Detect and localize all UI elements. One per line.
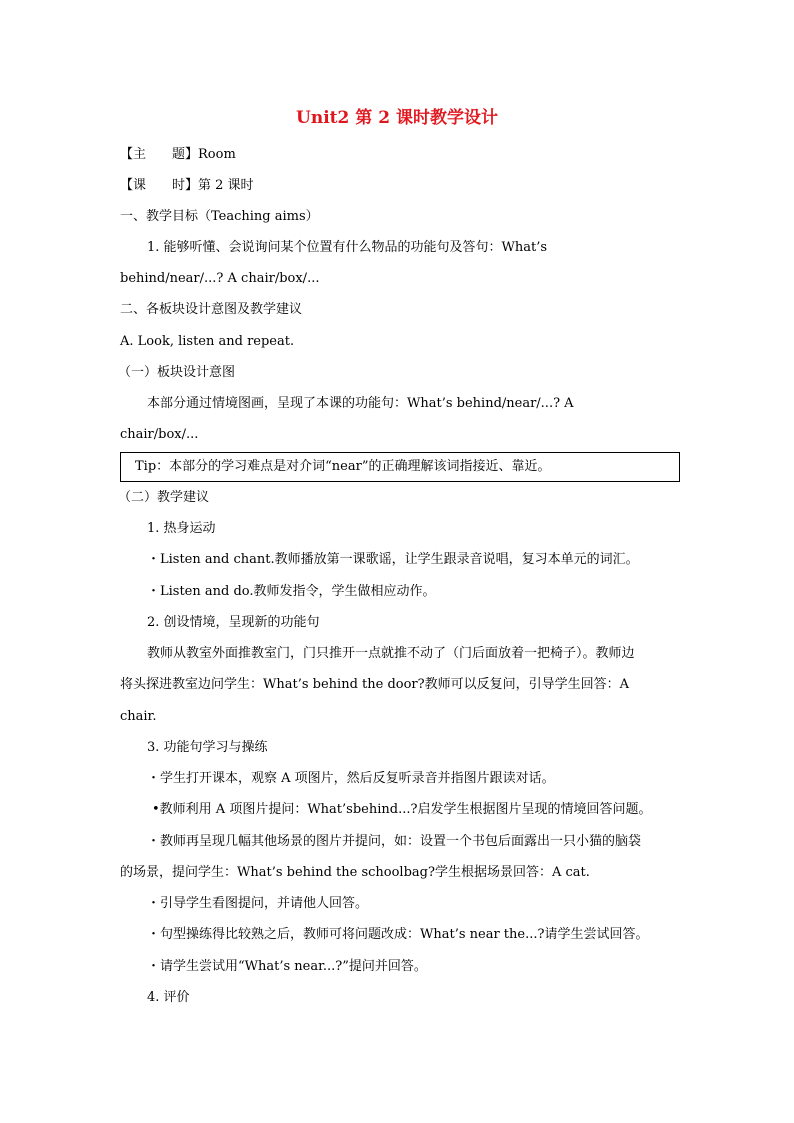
step1-bullet1: ・Listen and chant.教师播放第一课歌谣，让学生跟录音说唱，复习本单元的词汇。 xyxy=(147,552,639,567)
step3-heading: 3. 功能句学习与操练 xyxy=(147,740,268,755)
intent-line1: 本部分通过情境图画，呈现了本课的功能句：What’s behind/near/...? A xyxy=(147,396,574,411)
step4-heading: 4. 评价 xyxy=(147,990,190,1005)
sub1-heading: （一）板块设计意图 xyxy=(118,365,236,380)
step3-bullet6: ・请学生尝试用“What’s near...?”提问并回答。 xyxy=(147,959,427,974)
step3-bullet1: ・学生打开课本，观察 A 项图片，然后反复听录音并指图片跟读对话。 xyxy=(147,771,555,786)
section2-heading: 二、各板块设计意图及教学建议 xyxy=(120,302,303,317)
step2-para-line3: chair. xyxy=(120,709,157,724)
period-line: 【课 时】第 2 课时 xyxy=(120,178,254,193)
aim1-line1: 1. 能够听懂、会说询问某个位置有什么物品的功能句及答句：What’s xyxy=(147,240,548,255)
partA-heading: A. Look, listen and repeat. xyxy=(120,334,295,349)
section1-heading: 一、教学目标（Teaching aims） xyxy=(120,209,319,224)
step1-heading: 1. 热身运动 xyxy=(147,521,216,536)
intent-line2: chair/box/... xyxy=(120,427,199,442)
step2-para-line1: 教师从教室外面推教室门，门只推开一点就推不动了（门后面放着一把椅子）。教师边 xyxy=(147,646,635,661)
step1-bullet2: ・Listen and do.教师发指令，学生做相应动作。 xyxy=(147,584,436,599)
tip-box xyxy=(120,452,680,482)
document-title: Unit2 第 2 课时教学设计 xyxy=(296,108,498,128)
step2-heading: 2. 创设情境，呈现新的功能句 xyxy=(147,615,320,630)
topic-line: 【主 题】Room xyxy=(120,147,236,162)
step3-bullet3-line2: 的场景，提问学生：What’s behind the schoolbag?学生根据场景回答：A cat. xyxy=(120,865,590,880)
step3-bullet3-line1: ・教师再呈现几幅其他场景的图片并提问，如：设置一个书包后面露出一只小猫的脑袋 xyxy=(147,834,642,849)
sub2-heading: （二）教学建议 xyxy=(118,490,210,505)
step3-bullet4: ・引导学生看图提问，并请他人回答。 xyxy=(147,896,369,911)
step2-para-line2: 将头探进教室边问学生：What’s behind the door?教师可以反复问，引导学生回答：A xyxy=(120,677,629,692)
tip-text: Tip：本部分的学习难点是对介词“near”的正确理解该词指接近、靠近。 xyxy=(135,459,551,474)
step3-bullet5: ・句型操练得比较熟之后，教师可将问题改成：What’s near the...?请学生尝试回答。 xyxy=(147,927,649,942)
step3-bullet2: •教师利用 A 项图片提问：What’sbehind...?启发学生根据图片呈现的情境回答问题。 xyxy=(152,802,652,817)
aim1-line2: behind/near/...? A chair/box/... xyxy=(120,271,320,286)
